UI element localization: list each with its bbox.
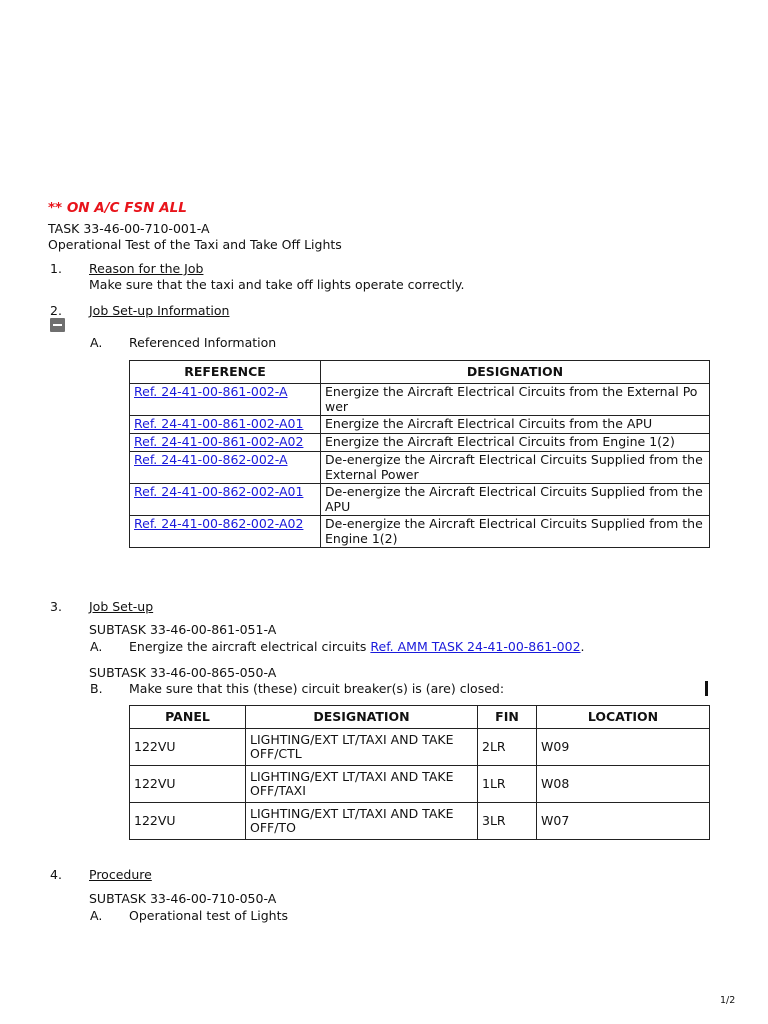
location-column-header: LOCATION — [537, 706, 710, 729]
reference-link[interactable]: Ref. 24-41-00-862-002-A02 — [134, 516, 304, 531]
location-cell: W08 — [537, 766, 710, 803]
subtask-865: SUBTASK 33-46-00-865-050-A — [89, 665, 277, 680]
table-row — [130, 434, 710, 452]
fin-cell: 1LR — [478, 766, 537, 803]
referenced-info-table — [129, 360, 710, 548]
section-2-number: 2. — [50, 303, 62, 318]
designation-cell: Energize the Aircraft Electrical Circuits from the External Power — [321, 384, 710, 416]
step-a-suffix: . — [580, 639, 585, 654]
table-row — [130, 452, 710, 484]
table-row — [130, 729, 710, 766]
amm-task-link[interactable]: Ref. AMM TASK 24-41-00-861-002 — [370, 639, 581, 654]
procedure-step-a-letter: A. — [90, 908, 103, 923]
section-3-title: Job Set-up — [89, 599, 154, 614]
text-cursor — [705, 681, 708, 696]
location-cell: W09 — [537, 729, 710, 766]
table-row — [130, 484, 710, 516]
designation-column-header: DESIGNATION — [321, 361, 710, 384]
panel-column-header: PANEL — [130, 706, 246, 729]
designation-cell: De-energize the Aircraft Electrical Circuits Supplied from the APU — [321, 484, 710, 516]
reference-link[interactable]: Ref. 24-41-00-862-002-A01 — [134, 484, 304, 499]
reference-link[interactable]: Ref. 24-41-00-861-002-A — [134, 384, 288, 399]
section-4-title: Procedure — [89, 867, 152, 882]
fin-cell: 2LR — [478, 729, 537, 766]
step-b-letter: B. — [90, 681, 103, 696]
designation-column-header: DESIGNATION — [246, 706, 478, 729]
reference-link[interactable]: Ref. 24-41-00-862-002-A — [134, 452, 288, 467]
page-number: 1/2 — [720, 995, 736, 1006]
reference-link[interactable]: Ref. 24-41-00-861-002-A02 — [134, 434, 304, 449]
section-1-number: 1. — [50, 261, 62, 276]
task-title: Operational Test of the Taxi and Take Off Lights — [48, 237, 342, 252]
referenced-info-letter: A. — [90, 335, 103, 350]
section-2-title: Job Set-up Information — [89, 303, 230, 318]
table-row — [130, 384, 710, 416]
section-4-number: 4. — [50, 867, 62, 882]
table-row — [130, 803, 710, 840]
table-row — [130, 416, 710, 434]
subtask-710: SUBTASK 33-46-00-710-050-A — [89, 891, 277, 906]
designation-cell: Energize the Aircraft Electrical Circuits from Engine 1(2) — [321, 434, 710, 452]
designation-cell: De-energize the Aircraft Electrical Circuits Supplied from the External Power — [321, 452, 710, 484]
step-a-letter: A. — [90, 639, 103, 654]
procedure-step-a-text: Operational test of Lights — [129, 908, 289, 923]
task-id: TASK 33-46-00-710-001-A — [48, 221, 210, 236]
section-1-title: Reason for the Job — [89, 261, 204, 276]
referenced-info-title: Referenced Information — [129, 335, 277, 350]
panel-cell: 122VU — [130, 803, 246, 840]
section-1-text: Make sure that the taxi and take off lights operate correctly. — [89, 277, 465, 292]
designation-cell: LIGHTING/EXT LT/TAXI AND TAKE OFF/CTL — [246, 729, 478, 766]
panel-cell: 122VU — [130, 729, 246, 766]
subtask-861: SUBTASK 33-46-00-861-051-A — [89, 622, 277, 637]
circuit-breaker-table — [129, 705, 710, 840]
panel-cell: 122VU — [130, 766, 246, 803]
designation-cell: LIGHTING/EXT LT/TAXI AND TAKE OFF/TAXI — [246, 766, 478, 803]
fin-column-header: FIN — [478, 706, 537, 729]
section-3-number: 3. — [50, 599, 62, 614]
effectivity-note: ** ON A/C FSN ALL — [48, 200, 187, 216]
designation-cell: De-energize the Aircraft Electrical Circuits Supplied from the Engine 1(2) — [321, 516, 710, 548]
step-a-text: Energize the aircraft electrical circuits — [129, 639, 367, 654]
step-b-text: Make sure that this (these) circuit breaker(s) is (are) closed: — [129, 681, 505, 696]
location-cell: W07 — [537, 803, 710, 840]
table-row — [130, 516, 710, 548]
designation-cell: Energize the Aircraft Electrical Circuits from the APU — [321, 416, 710, 434]
reference-column-header: REFERENCE — [130, 361, 321, 384]
fin-cell: 3LR — [478, 803, 537, 840]
designation-cell: LIGHTING/EXT LT/TAXI AND TAKE OFF/TO — [246, 803, 478, 840]
reference-link[interactable]: Ref. 24-41-00-861-002-A01 — [134, 416, 304, 431]
table-row — [130, 766, 710, 803]
step-a-line — [129, 639, 585, 655]
collapse-minus-icon[interactable] — [50, 318, 65, 332]
